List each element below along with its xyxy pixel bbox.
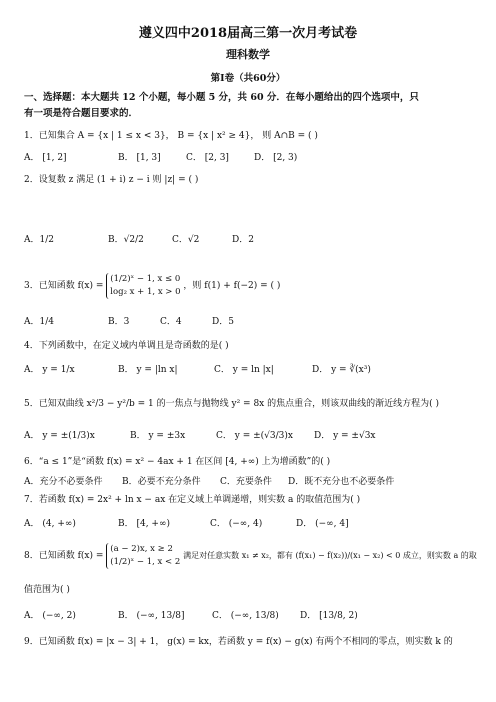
question-3-option-c: C．4: [160, 317, 182, 327]
question-5-option-b: B． y = ±3x: [130, 431, 186, 441]
question-3-stem-prefix: 3．已知函数 f(x) =: [24, 281, 104, 291]
question-4-option-b: B． y = |ln x|: [118, 365, 178, 375]
question-1-option-d: D． [2, 3): [254, 153, 298, 163]
question-8-option-c: C． (−∞, 13/8): [212, 611, 279, 621]
question-5-option-d: D． y = ±√3x: [314, 431, 376, 441]
question-7-stem: 7．若函数 f(x) = 2x² + ln x − ax 在定义域上单调递增，则实数 a 的取值范围为( ): [24, 495, 361, 505]
question-5-stem: 5．已知双曲线 x²/3 − y²/b = 1 的一焦点与抛物线 y² = 8x 的焦点重合，则该双曲线的渐近线方程为( ): [24, 399, 439, 409]
question-3-stem: [24, 272, 478, 300]
question-3-option-b: B．3: [108, 317, 130, 327]
question-6-option-c: C．充要条件: [220, 477, 272, 487]
question-2-option-b: B．√2/2: [108, 235, 144, 245]
question-8-stem-prefix: 8．已知函数 f(x) =: [24, 551, 104, 561]
question-8-option-a: A． (−∞, 2): [24, 611, 76, 621]
question-2-stem: 2．设复数 z 满足 (1 + i) z − i 则 |z| = ( ): [24, 175, 199, 185]
question-5-option-a: A． y = ±(1/3)x: [24, 431, 95, 441]
question-6-option-d: D．既不充分也不必要条件: [288, 477, 395, 487]
question-3-option-a: A．1/4: [24, 317, 54, 327]
part-title: 第Ⅰ卷（共60分）: [210, 73, 286, 84]
question-3-option-d: D．5: [212, 317, 234, 327]
question-2-option-d: D．2: [232, 235, 254, 245]
question-1-option-c: C． [2, 3]: [186, 153, 229, 163]
question-8-stem-suffix: 满足对任意实数 x₁ ≠ x₂，都有 (f(x₁) − f(x₂))/(x₁ − x₂) < 0 成立，则实数 a 的取: [183, 551, 477, 560]
subject-title: 理科数学: [226, 48, 270, 61]
exam-title: 遵义四中2018届高三第一次月考试卷: [138, 26, 358, 41]
question-8-piece-1: (a − 2)x, x ≥ 2: [110, 543, 173, 554]
question-7-option-b: B． [4, +∞): [118, 519, 170, 529]
question-8-stem: [24, 542, 478, 570]
section-heading-line2: 有一项是符合题目要求的．: [24, 108, 139, 119]
question-9-stem: 9．已知函数 f(x) = |x − 3| + 1， g(x) = kx，若函数 y = f(x) − g(x) 有两个不相同的零点，则实数 k 的: [24, 637, 453, 647]
question-2-option-a: A．1/2: [24, 235, 54, 245]
question-4-option-a: A． y = 1/x: [24, 365, 75, 375]
question-4-stem: 4．下列函数中，在定义域内单调且是奇函数的是( ): [24, 341, 229, 351]
question-7-option-a: A． (4, +∞): [24, 519, 76, 529]
question-3-stem-suffix: ，则 f(1) + f(−2) = ( ): [183, 281, 281, 291]
question-4-option-d: D． y = ∛(x³): [312, 365, 371, 375]
question-1-option-b: B． [1, 3]: [118, 153, 161, 163]
question-3-piece-2: log₂ x + 1, x > 0: [110, 286, 181, 297]
question-6-option-b: B．必要不充分条件: [122, 477, 201, 487]
question-8-option-d: D． [13/8, 2): [300, 611, 358, 621]
question-6-option-a: A．充分不必要条件: [24, 477, 103, 487]
question-8-piecewise: [106, 543, 180, 569]
question-7-option-c: C． (−∞, 4): [210, 519, 263, 529]
question-1-option-a: A． [1, 2]: [24, 153, 67, 163]
question-8-piece-2: (1/2)ˣ − 1, x < 2: [110, 556, 181, 567]
section-heading-line1: 一、选择题：本大题共 12 个小题，每小题 5 分，共 60 分．在每小题给出的四个选项中，只: [24, 92, 419, 103]
question-7-option-d: D． (−∞, 4]: [296, 519, 349, 529]
question-5-option-c: C． y = ±(√3/3)x: [216, 431, 293, 441]
question-8-option-b: B． (−∞, 13/8]: [118, 611, 185, 621]
question-4-option-c: C． y = ln |x|: [214, 365, 274, 375]
question-6-stem: 6．“a ≤ 1”是“函数 f(x) = x² − 4ax + 1 在区间 [4, +∞) 上为增函数”的( ): [24, 457, 331, 467]
question-3-piecewise: [106, 273, 180, 299]
question-8-stem-continued: 值范围为( ): [24, 585, 70, 595]
question-3-piece-1: (1/2)ˣ − 1, x ≤ 0: [110, 273, 181, 284]
question-1-stem: 1．已知集合 A = {x | 1 ≤ x < 3}， B = {x | x² ≥ 4}， 则 A∩B = ( ): [24, 131, 318, 141]
question-2-option-c: C．√2: [172, 235, 200, 245]
